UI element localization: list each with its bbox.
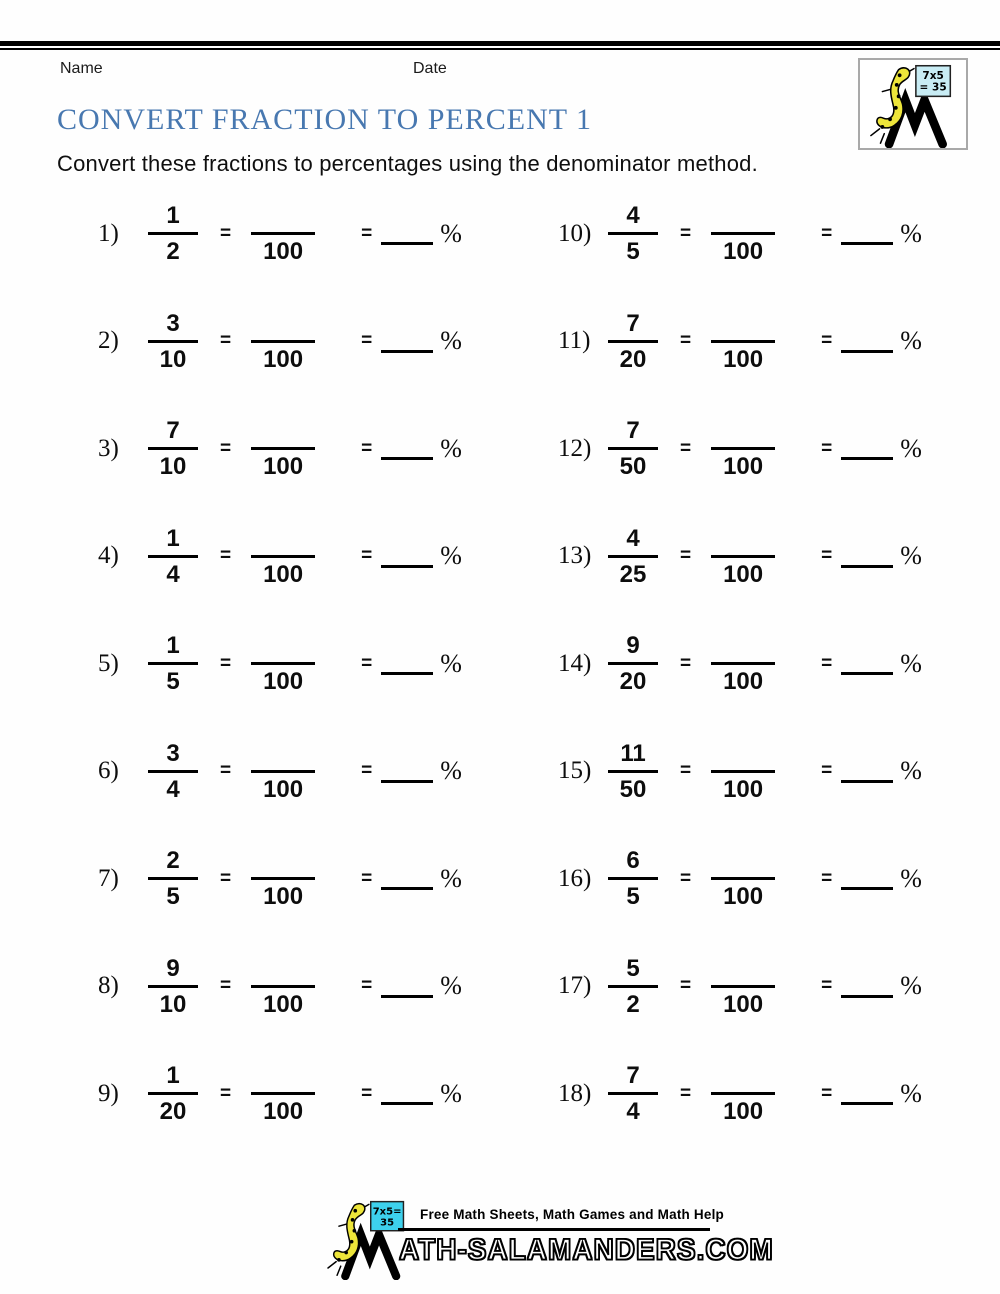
equals-sign: = xyxy=(821,652,833,674)
problem-row xyxy=(558,180,922,288)
denominator-100: 100 xyxy=(263,668,304,696)
problem-number: 2) xyxy=(98,327,119,355)
problem-number: 8) xyxy=(98,972,119,1000)
equals-sign: = xyxy=(361,330,373,352)
answer-blank-line xyxy=(381,350,433,353)
problem-row xyxy=(98,288,462,396)
given-fraction xyxy=(608,1059,658,1128)
fraction-numerator: 7 xyxy=(626,309,640,337)
fraction-numerator: 6 xyxy=(626,847,640,875)
problem-number: 13) xyxy=(558,542,592,570)
given-fraction xyxy=(148,199,198,268)
fraction-numerator: 7 xyxy=(626,1062,640,1090)
equals-sign: = xyxy=(361,760,373,782)
given-fraction xyxy=(608,307,658,376)
percent-sign: % xyxy=(440,648,462,678)
answer-blank-line xyxy=(381,672,433,675)
fraction-denominator: 50 xyxy=(619,453,647,481)
problem-row xyxy=(558,825,922,933)
answer-blank-line xyxy=(841,672,893,675)
problem-row xyxy=(98,933,462,1041)
fraction-numerator: 1 xyxy=(166,202,180,230)
problem-number: 1) xyxy=(98,219,119,247)
fraction-denominator: 10 xyxy=(159,345,187,373)
hundredths-fraction xyxy=(711,844,775,913)
equals-sign: = xyxy=(821,1082,833,1104)
given-fraction xyxy=(148,522,198,591)
percent-sign: % xyxy=(440,863,462,893)
percent-sign: % xyxy=(900,541,922,571)
fraction-denominator: 5 xyxy=(626,238,640,266)
board-text-line2: 35 xyxy=(380,1217,395,1229)
board-text-line2: = 35 xyxy=(919,81,947,94)
problem-row xyxy=(558,503,922,611)
page-title: CONVERT FRACTION TO PERCENT 1 xyxy=(57,103,593,136)
problem-row xyxy=(558,933,922,1041)
fraction-numerator: 11 xyxy=(620,739,646,767)
percent-sign: % xyxy=(900,218,922,248)
instructions-text: Convert these fractions to percentages using the denominator method. xyxy=(57,151,758,176)
answer-blank-line xyxy=(381,565,433,568)
hundredths-fraction xyxy=(711,952,775,1021)
hundredths-fraction xyxy=(251,737,315,806)
fraction-numerator: 9 xyxy=(166,954,180,982)
fraction-numerator: 3 xyxy=(166,309,180,337)
hundredths-fraction xyxy=(251,844,315,913)
answer-blank-line xyxy=(381,780,433,783)
percent-sign: % xyxy=(440,756,462,786)
problem-row xyxy=(98,395,462,503)
fraction-denominator: 20 xyxy=(619,668,647,696)
percent-sign: % xyxy=(440,541,462,571)
hundredths-fraction xyxy=(251,307,315,376)
fraction-denominator: 4 xyxy=(166,560,180,588)
percent-sign: % xyxy=(900,756,922,786)
denominator-100: 100 xyxy=(263,238,304,266)
board-text-line1: 7x5= xyxy=(372,1206,402,1218)
given-fraction xyxy=(148,737,198,806)
fraction-numerator: 7 xyxy=(166,417,180,445)
percent-sign: % xyxy=(900,433,922,463)
fraction-denominator: 2 xyxy=(626,990,640,1018)
equals-sign: = xyxy=(220,545,232,567)
fraction-denominator: 4 xyxy=(626,1098,640,1126)
fraction-numerator: 4 xyxy=(626,202,640,230)
fraction-numerator: 2 xyxy=(166,847,180,875)
answer-blank-line xyxy=(381,457,433,460)
fraction-numerator: 1 xyxy=(166,632,180,660)
equals-sign: = xyxy=(361,867,373,889)
hundredths-fraction xyxy=(711,414,775,483)
equals-sign: = xyxy=(220,1082,232,1104)
given-fraction xyxy=(608,844,658,913)
answer-blank-line xyxy=(841,565,893,568)
hundredths-fraction xyxy=(711,522,775,591)
equals-sign: = xyxy=(680,437,692,459)
equals-sign: = xyxy=(821,975,833,997)
answer-blank-line xyxy=(841,995,893,998)
percent-sign: % xyxy=(900,1078,922,1108)
problem-row xyxy=(558,288,922,396)
equals-sign: = xyxy=(680,652,692,674)
percent-sign: % xyxy=(440,433,462,463)
date-label: Date xyxy=(413,60,447,77)
problem-number: 4) xyxy=(98,542,119,570)
equals-sign: = xyxy=(361,975,373,997)
given-fraction xyxy=(148,952,198,1021)
answer-blank-line xyxy=(841,242,893,245)
given-fraction xyxy=(608,522,658,591)
problem-number: 15) xyxy=(558,757,592,785)
answer-blank-line xyxy=(841,350,893,353)
equals-sign: = xyxy=(220,652,232,674)
fraction-denominator: 5 xyxy=(626,883,640,911)
fraction-denominator: 10 xyxy=(159,453,187,481)
equals-sign: = xyxy=(361,437,373,459)
equals-sign: = xyxy=(680,867,692,889)
percent-sign: % xyxy=(900,971,922,1001)
problem-number: 14) xyxy=(558,649,592,677)
problem-number: 6) xyxy=(98,757,119,785)
percent-sign: % xyxy=(440,218,462,248)
fraction-numerator: 5 xyxy=(626,954,640,982)
equals-sign: = xyxy=(680,330,692,352)
problem-row xyxy=(98,718,462,826)
problem-row xyxy=(558,395,922,503)
answer-blank-line xyxy=(841,1102,893,1105)
hundredths-fraction xyxy=(711,307,775,376)
answer-blank-line xyxy=(381,995,433,998)
problem-number: 7) xyxy=(98,864,119,892)
denominator-100: 100 xyxy=(723,990,764,1018)
denominator-100: 100 xyxy=(263,453,304,481)
problems-grid xyxy=(98,180,958,1148)
problem-number: 12) xyxy=(558,434,592,462)
equals-sign: = xyxy=(220,222,232,244)
given-fraction xyxy=(608,199,658,268)
problem-row xyxy=(98,1040,462,1148)
equals-sign: = xyxy=(220,867,232,889)
equals-sign: = xyxy=(680,975,692,997)
equals-sign: = xyxy=(680,545,692,567)
site-logo-badge xyxy=(858,58,968,150)
equals-sign: = xyxy=(821,545,833,567)
denominator-100: 100 xyxy=(723,345,764,373)
problem-number: 16) xyxy=(558,864,592,892)
equals-sign: = xyxy=(821,330,833,352)
denominator-100: 100 xyxy=(723,668,764,696)
denominator-100: 100 xyxy=(263,883,304,911)
answer-blank-line xyxy=(381,1102,433,1105)
fraction-denominator: 50 xyxy=(619,775,647,803)
hundredths-fraction xyxy=(251,414,315,483)
fraction-denominator: 4 xyxy=(166,775,180,803)
percent-sign: % xyxy=(900,326,922,356)
problem-row xyxy=(558,1040,922,1148)
equals-sign: = xyxy=(220,330,232,352)
given-fraction xyxy=(148,844,198,913)
equals-sign: = xyxy=(821,867,833,889)
problem-number: 17) xyxy=(558,972,592,1000)
problem-number: 18) xyxy=(558,1079,592,1107)
denominator-100: 100 xyxy=(263,345,304,373)
hundredths-fraction xyxy=(251,952,315,1021)
denominator-100: 100 xyxy=(723,883,764,911)
equals-sign: = xyxy=(361,1082,373,1104)
percent-sign: % xyxy=(440,326,462,356)
equals-sign: = xyxy=(680,1082,692,1104)
fraction-denominator: 10 xyxy=(159,990,187,1018)
equals-sign: = xyxy=(680,760,692,782)
answer-blank-line xyxy=(381,887,433,890)
problem-number: 3) xyxy=(98,434,119,462)
problem-number: 11) xyxy=(558,327,591,355)
footer-rule xyxy=(398,1228,710,1231)
answer-blank-line xyxy=(841,457,893,460)
problem-row xyxy=(98,825,462,933)
problem-row xyxy=(558,610,922,718)
hundredths-fraction xyxy=(711,737,775,806)
equals-sign: = xyxy=(220,437,232,459)
equals-sign: = xyxy=(821,760,833,782)
given-fraction xyxy=(608,952,658,1021)
problem-row xyxy=(98,610,462,718)
given-fraction xyxy=(148,307,198,376)
equals-sign: = xyxy=(220,975,232,997)
denominator-100: 100 xyxy=(723,453,764,481)
board-text-line1: 7x5 xyxy=(922,70,944,83)
hundredths-fraction xyxy=(251,629,315,698)
denominator-100: 100 xyxy=(263,990,304,1018)
hundredths-fraction xyxy=(251,199,315,268)
equals-sign: = xyxy=(361,545,373,567)
top-border-rule xyxy=(0,41,1000,50)
equals-sign: = xyxy=(680,222,692,244)
denominator-100: 100 xyxy=(263,1098,304,1126)
problem-row xyxy=(558,718,922,826)
problem-number: 10) xyxy=(558,219,592,247)
denominator-100: 100 xyxy=(723,1098,764,1126)
denominator-100: 100 xyxy=(723,560,764,588)
hundredths-fraction xyxy=(711,1059,775,1128)
hundredths-fraction xyxy=(251,522,315,591)
fraction-denominator: 2 xyxy=(166,238,180,266)
hundredths-fraction xyxy=(711,199,775,268)
given-fraction xyxy=(148,629,198,698)
fraction-numerator: 9 xyxy=(626,632,640,660)
salamander-logo-icon xyxy=(860,60,966,148)
hundredths-fraction xyxy=(251,1059,315,1128)
fraction-numerator: 1 xyxy=(166,1062,180,1090)
fraction-denominator: 20 xyxy=(619,345,647,373)
fraction-denominator: 20 xyxy=(159,1098,187,1126)
answer-blank-line xyxy=(381,242,433,245)
percent-sign: % xyxy=(900,863,922,893)
equals-sign: = xyxy=(361,652,373,674)
percent-sign: % xyxy=(440,971,462,1001)
answer-blank-line xyxy=(841,780,893,783)
percent-sign: % xyxy=(440,1078,462,1108)
problem-number: 9) xyxy=(98,1079,119,1107)
footer-banner xyxy=(0,1194,1000,1284)
fraction-numerator: 7 xyxy=(626,417,640,445)
name-label: Name xyxy=(60,60,103,77)
hundredths-fraction xyxy=(711,629,775,698)
fraction-denominator: 5 xyxy=(166,883,180,911)
equals-sign: = xyxy=(361,222,373,244)
answer-blank-line xyxy=(841,887,893,890)
fraction-numerator: 3 xyxy=(166,739,180,767)
fraction-numerator: 1 xyxy=(166,524,180,552)
problem-row xyxy=(98,180,462,288)
equals-sign: = xyxy=(821,222,833,244)
problem-row xyxy=(98,503,462,611)
footer-wordmark: ATH-SALAMANDERS.COM xyxy=(399,1233,774,1266)
given-fraction xyxy=(148,1059,198,1128)
equals-sign: = xyxy=(220,760,232,782)
given-fraction xyxy=(608,629,658,698)
problem-number: 5) xyxy=(98,649,119,677)
given-fraction xyxy=(148,414,198,483)
denominator-100: 100 xyxy=(263,775,304,803)
denominator-100: 100 xyxy=(723,238,764,266)
footer-tagline: Free Math Sheets, Math Games and Math Help xyxy=(420,1207,724,1222)
fraction-denominator: 5 xyxy=(166,668,180,696)
fraction-numerator: 4 xyxy=(626,524,640,552)
denominator-100: 100 xyxy=(263,560,304,588)
given-fraction xyxy=(608,737,658,806)
fraction-denominator: 25 xyxy=(619,560,647,588)
denominator-100: 100 xyxy=(723,775,764,803)
equals-sign: = xyxy=(821,437,833,459)
percent-sign: % xyxy=(900,648,922,678)
given-fraction xyxy=(608,414,658,483)
